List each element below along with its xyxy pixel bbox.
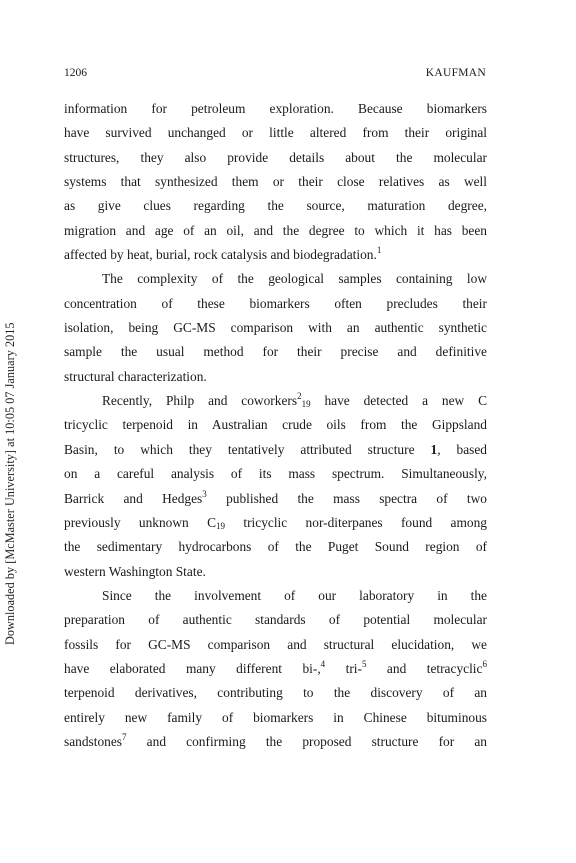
text-line: [64, 389, 487, 413]
text-line: [64, 243, 487, 267]
line-text: entirely new family of biomarkers in Chinese bituminous: [64, 709, 487, 725]
text-line: [64, 535, 487, 559]
line-text: sandstones: [64, 733, 123, 749]
text-line: [64, 121, 487, 145]
running-head-author: KAUFMAN: [425, 67, 486, 79]
line-text: on a careful analysis of its mass spectrum. Simultaneously,: [64, 466, 487, 482]
text-line: [64, 292, 487, 316]
text-line: [64, 413, 487, 437]
line-text: and tetracyclic: [366, 660, 483, 676]
line-text: , based: [437, 441, 487, 457]
line-text: concentration of these biomarkers often precludes their: [64, 295, 487, 311]
text-line: [64, 730, 487, 754]
structure-number: 1: [430, 441, 438, 457]
text-line: [64, 657, 487, 681]
line-text: have detected a new C: [310, 393, 487, 409]
text-line: [64, 511, 487, 535]
text-line: [64, 633, 487, 657]
footnote-ref: 6: [482, 658, 487, 669]
footnote-ref: 2: [297, 391, 302, 402]
line-text: fossils for GC-MS comparison and structural elucidation, we: [64, 636, 487, 652]
line-text: sample the usual method for their precise and definitive: [64, 344, 487, 360]
line-text: the sedimentary hydrocarbons of the Puget Sound region of: [64, 539, 487, 555]
line-text: Since the involvement of our laboratory in the: [102, 587, 487, 603]
footnote-ref: 7: [122, 731, 127, 742]
text-line: [64, 560, 487, 584]
text-line: [64, 487, 487, 511]
subscript: 19: [216, 520, 225, 531]
text-line: [64, 146, 487, 170]
line-text: tri-: [325, 660, 362, 676]
line-text: have elaborated many different bi-,: [64, 660, 321, 676]
text-line: [64, 219, 487, 243]
line-text: tricyclic nor-diterpanes found among: [225, 514, 487, 530]
line-text: western Washington State.: [64, 563, 206, 579]
line-text: tricyclic terpenoid in Australian crude oils from the Gippsland: [64, 417, 487, 433]
text-line: [64, 170, 487, 194]
line-text: The complexity of the geological samples containing low: [102, 271, 487, 287]
line-text: have survived unchanged or little altered from their original: [64, 125, 487, 141]
text-line: [64, 462, 487, 486]
line-text: as give clues regarding the source, maturation degree,: [64, 198, 487, 214]
line-text: structures, they also provide details about the molecular: [64, 149, 487, 165]
text-line: [64, 340, 487, 364]
line-text: Basin, to which they tentatively attributed structure: [64, 441, 431, 457]
body-text: [64, 97, 487, 754]
line-text: Recently, Philp and coworkers: [102, 393, 298, 409]
footnote-ref: 3: [202, 488, 207, 499]
line-text: preparation of authentic standards of potential molecular: [64, 612, 487, 628]
line-text: and confirming the proposed structure for an: [126, 733, 487, 749]
text-line: [64, 681, 487, 705]
text-line: [64, 316, 487, 340]
line-text: isolation, being GC-MS comparison with an authentic synthetic: [64, 320, 487, 336]
text-line: [64, 365, 487, 389]
text-line: [64, 267, 487, 291]
line-text: previously unknown C: [64, 514, 216, 530]
line-text: information for petroleum exploration. Because biomarkers: [64, 101, 487, 116]
footnote-ref: 1: [376, 245, 382, 256]
footnote-ref: 4: [320, 658, 326, 669]
page-number: 1206: [64, 67, 87, 79]
download-watermark: Downloaded by [McMaster University] at 10:05 07 January 2015: [3, 322, 17, 645]
text-line: [64, 194, 487, 218]
text-line: [64, 97, 487, 121]
line-text: structural characterization.: [64, 368, 207, 384]
text-line: [64, 584, 487, 608]
subscript: 19: [301, 399, 311, 410]
line-text: published the mass spectra of two: [206, 490, 487, 506]
text-line: [64, 706, 487, 730]
text-line: [64, 608, 487, 632]
footnote-ref: 5: [361, 658, 367, 669]
line-text: systems that synthesized them or their close relatives as well: [64, 174, 487, 190]
line-text: migration and age of an oil, and the degree to which it has been: [64, 222, 487, 238]
text-line: [64, 438, 487, 462]
line-text: terpenoid derivatives, contributing to the discovery of an: [64, 685, 487, 701]
line-text: Barrick and Hedges: [64, 490, 203, 506]
line-text: affected by heat, burial, rock catalysis and biodegradation.: [64, 247, 377, 263]
